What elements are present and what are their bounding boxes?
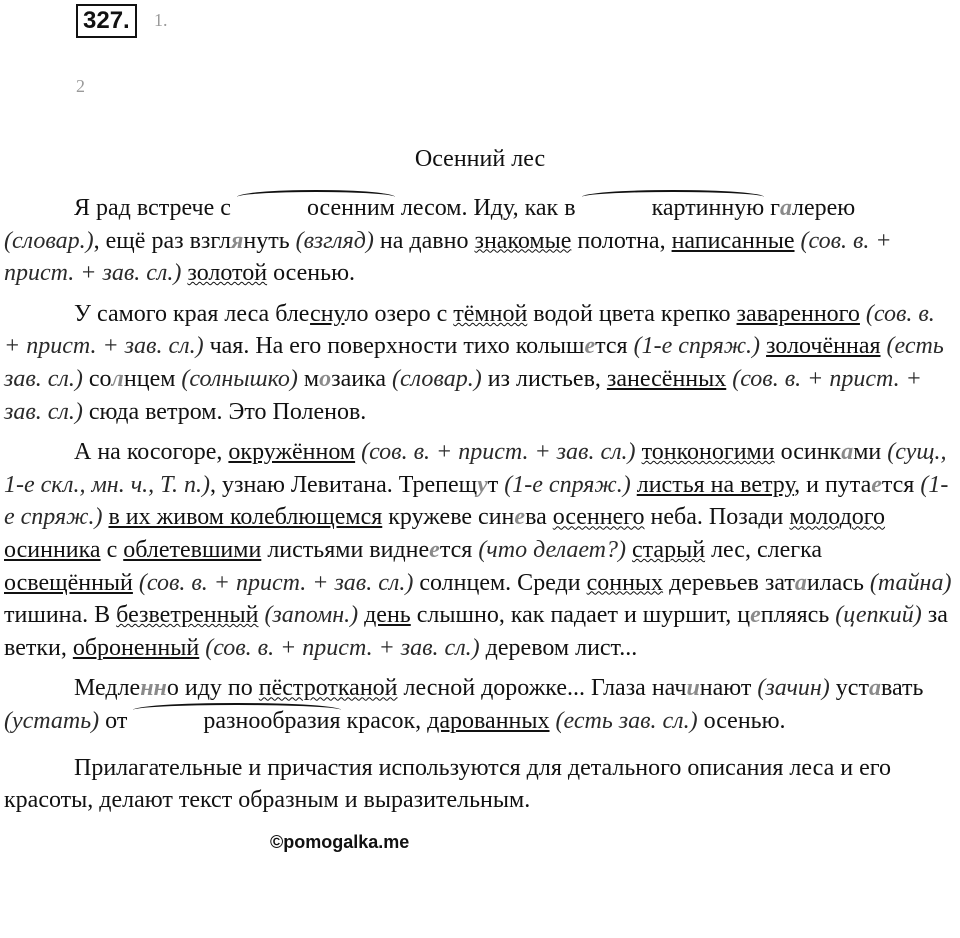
grammar-note: (сущ., 1-е скл., мн. ч., Т. п.) [4,439,947,498]
highlighted-letter: е [514,504,526,531]
text-title: Осенний лес [414,146,546,172]
highlighted-letter: и [686,675,700,702]
underlined-word: облетевшими [123,536,262,563]
wavy-underlined-word: тёмной [453,300,528,327]
highlighted-letter: нн [140,675,167,702]
grammar-note: (1-е спряж.) [504,471,631,498]
highlighted-letter: у [477,471,488,498]
grammar-note: (зачин) [757,675,830,702]
grammar-note: (солнышко) [181,365,298,392]
grammar-note: (устать) [4,707,100,734]
underlined-word: в их живом колеблющемся [108,504,383,531]
grammar-note: (цепкий) [835,602,922,629]
grammar-note: (1-е спряж.) [4,471,949,531]
item-1-label: 1. [154,10,168,30]
wavy-underlined-word: безветренный [116,602,259,629]
underlined-word: написанные [671,227,795,254]
highlighted-letter: а [780,195,792,221]
paragraph: А на косогоре, окружённом (сов. в. + прист. + зав. сл.) тонконогими осинками (сущ., 1-е скл., мн. ч., Т. п.), узнаю Левитана. Трепещут (1-е спряж.) листья на ветру, и путается (1-е спряж.) в их живом колеблющемся кружеве синева осеннего неба. Позади молодого осинника с облетевшими листьями виднеется (что делает?) старый лес, слегка освещённый (сов. в. + прист. + зав. сл.) солнцем. Среди сонных деревьев затаилась (тайна) тишина. В безветренный (запомн.) день слышно, как падает и шуршит, цепляясь (цепкий) за ветки, оброненный (сов. в. + прист. + зав. сл.) деревом лист... [4,439,952,661]
grammar-note: (словар.) [392,365,482,392]
arc-marked-word: разнообразия [133,705,340,738]
grammar-note: (тайна) [869,569,952,596]
grammar-note: (сов. в. + прист. + зав. сл.) [4,300,935,360]
highlighted-letter: е [429,536,440,563]
wavy-underlined-word: золотой [187,260,268,287]
underlined-word: осинника [4,536,101,563]
grammar-note: (сов. в. + прист. + зав. сл.) [205,634,480,661]
wavy-underlined-word: старый [632,536,706,563]
watermark: ©pomogalka.me [270,832,410,852]
highlighted-letter: я [231,227,244,254]
wavy-underlined-word: пёстротканой [258,675,398,702]
grammar-note: (сов. в. + прист. + зав. сл.) [4,227,892,287]
grammar-note: (сов. в. + прист. + зав. сл.) [4,365,922,425]
underlined-word: золочённая [766,333,881,360]
wavy-underlined-word: тонконогими [641,439,775,466]
conclusion-paragraph: Прилагательные и причастия используются для детального описания леса и его красоты, делают текст образным и выразительным. [4,754,891,814]
underlined-word: окружённом [228,439,356,466]
grammar-note: (сов. в. + прист. + зав. сл.) [138,569,414,596]
highlighted-letter: а [868,675,881,702]
highlighted-letter: е [750,602,761,629]
highlighted-letter: е [584,333,596,360]
underlined-word: освещённый [4,569,133,596]
grammar-note: (1-е спряж.) [633,333,761,360]
wavy-underlined-word: сонных [586,569,664,596]
arc-marked-word: картинную [582,192,765,225]
underlined-word: дарованных [427,707,550,734]
grammar-note: (словар.) [4,227,94,254]
highlighted-letter: е [871,471,882,498]
highlighted-letter: а [794,569,807,596]
item-2-label: 2 [76,76,85,96]
highlighted-letter: л [111,365,124,392]
paragraph: Медленно иду по пёстротканой лесной дорожке... Глаза начинают (зачин) уставать (устать) от разнообразия красок, дарованных (есть зав. сл.) осенью. [4,672,956,737]
exercise-number: 327. [76,4,137,38]
wavy-underlined-word: знакомые [474,227,572,254]
underlined-word: заваренного [736,300,860,327]
underlined-word: день [364,602,411,629]
wavy-underlined-word: молодого [789,504,886,531]
grammar-note: (что делает?) [478,536,626,563]
underlined-word: сну [310,300,345,327]
highlighted-letter: а [841,439,854,466]
paragraph: У самого края леса блеснуло озеро с тёмной водой цвета крепко заваренного (сов. в. + прист. + зав. сл.) чая. На его поверхности тихо колышется (1-е спряж.) золочённая (есть зав. сл.) солнцем (солнышко) мозаика (словар.) из листьев, занесённых (сов. в. + прист. + зав. сл.) сюда ветром. Это Поленов. [4,300,944,425]
arc-marked-word: осенним [237,192,395,225]
underlined-word: листья на ветру [636,471,795,498]
grammar-note: (есть зав. сл.) [4,333,944,392]
paragraph: Я рад встрече с осенним лесом. Иду, как в картинную галерею (словар.), ещё раз взглянуть (взгляд) на давно знакомые полотна, написанные (сов. в. + прист. + зав. сл.) золотой осенью. [4,192,956,290]
underlined-word: оброненный [72,634,200,661]
main-text [4,192,956,825]
highlighted-letter: о [319,365,332,392]
exercise-header [76,4,137,38]
grammar-note: (взгляд) [295,227,374,254]
wavy-underlined-word: осеннего [552,504,645,531]
grammar-note: (есть зав. сл.) [555,707,698,734]
grammar-note: (запомн.) [264,602,359,629]
underlined-word: занесённых [606,365,727,392]
grammar-note: (сов. в. + прист. + зав. сл.) [361,439,636,466]
